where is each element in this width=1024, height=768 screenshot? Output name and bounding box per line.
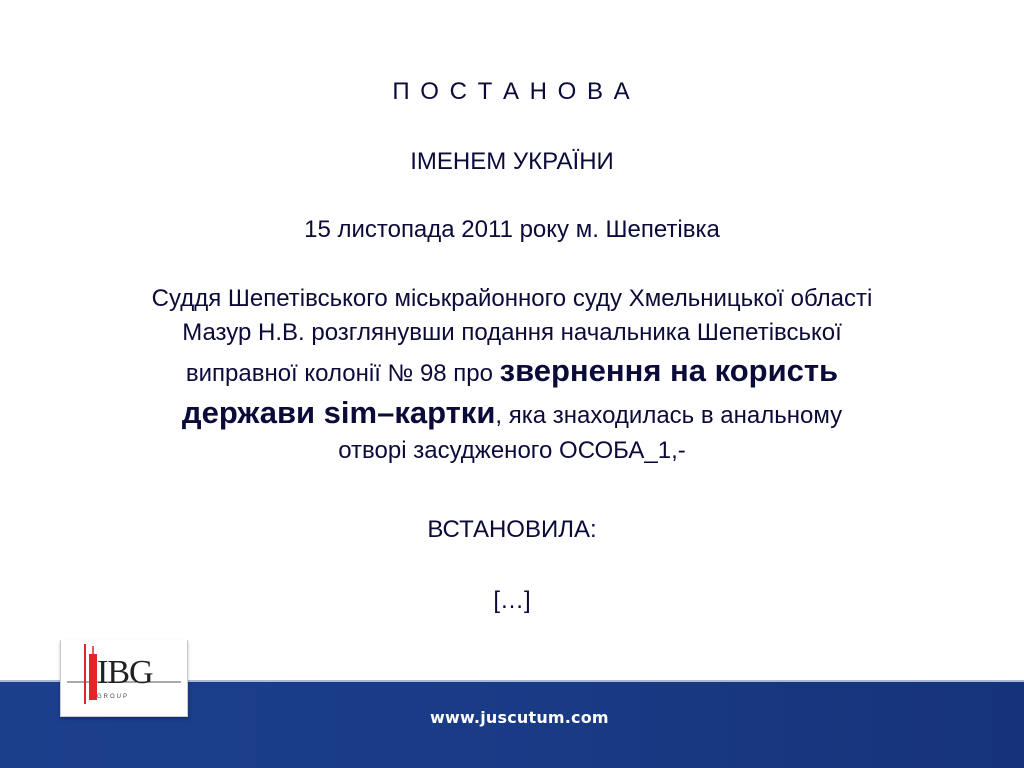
- paragraph-line-3-normal: виправної колонії № 98 про: [185, 360, 500, 387]
- date-line: 15 листопада 2011 року м. Шепетівка: [304, 216, 720, 243]
- paragraph-line-4-bold: держави sim–картки: [181, 395, 496, 430]
- paragraph-line-2: Мазур Н.В. розглянувши подання начальника Шепетівської: [182, 319, 842, 346]
- logo-red-bar: [89, 654, 97, 700]
- logo-subtext: GROUP: [97, 694, 130, 700]
- ibg-logo: [60, 640, 188, 717]
- paragraph-line-4: [60, 392, 964, 434]
- logo-text: IBG: [97, 654, 153, 691]
- paragraph-line-1: Суддя Шепетівського міськрайонного суду Хмельницької області: [151, 285, 873, 312]
- document-subtitle: ІМЕНЕМ УКРАЇНИ: [410, 148, 614, 175]
- omission-marker: […]: [493, 587, 531, 614]
- document-title: П О С Т А Н О В А: [392, 78, 632, 105]
- paragraph-line-5: отворі засудженого ОСОБА_1,-: [338, 437, 686, 464]
- paragraph-line-3: [60, 350, 964, 392]
- decision-paragraph: [60, 282, 964, 468]
- paragraph-line-4-normal: , яка знаходилась в анальному: [495, 402, 843, 429]
- footer-url: www.juscutum.com: [430, 708, 609, 727]
- paragraph-line-3-bold: звернення на користь: [499, 353, 839, 388]
- ruling-heading: ВСТАНОВИЛА:: [427, 516, 597, 543]
